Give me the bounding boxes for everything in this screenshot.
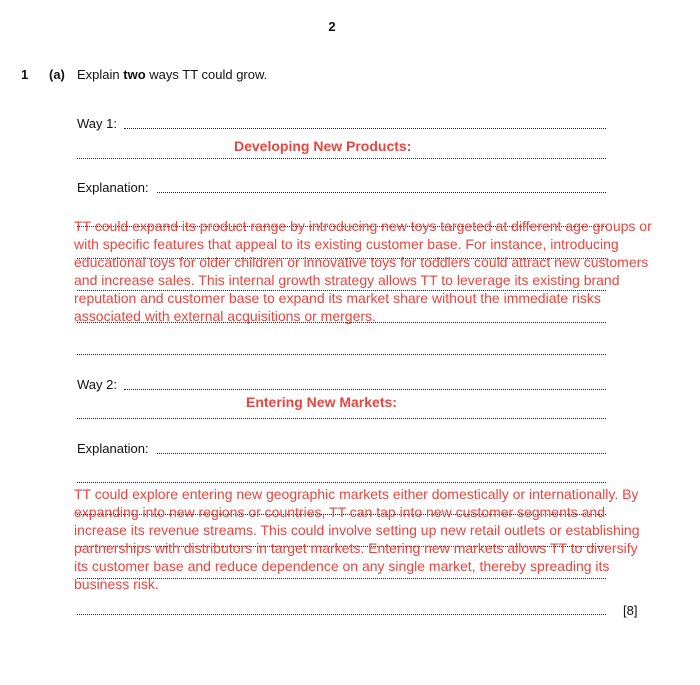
way2-answer-line-2[interactable] bbox=[77, 418, 606, 419]
way2-answer-line-text: increase its revenue streams. This could involve setting up new retail outlets or establishing bbox=[74, 522, 640, 538]
way2-ruled-line-1 bbox=[77, 482, 606, 483]
marks-label: [8] bbox=[623, 603, 638, 618]
way2-answer-line[interactable] bbox=[124, 389, 606, 390]
way1-answer-line-2[interactable] bbox=[77, 158, 606, 159]
way2-answer-line-text: its customer base and reduce dependence on any single market, thereby spreading its bbox=[74, 558, 610, 574]
way1-answer-line-text: with specific features that appeal to its existing customer base. For instance, introducing bbox=[74, 236, 619, 252]
question-part: (a) bbox=[49, 67, 65, 82]
way2-answer-line-text: partnerships with distributors in target markets. Entering new markets allows TT to diversify bbox=[74, 540, 638, 556]
final-answer-line[interactable] bbox=[77, 614, 606, 615]
way2-answer-line-text: expanding into new regions or countries, TT can tap into new customer segments and bbox=[74, 504, 606, 520]
way1-label: Way 1: bbox=[77, 116, 117, 131]
question-prompt bbox=[77, 67, 267, 82]
question-number: 1 bbox=[21, 67, 29, 82]
way2-explanation-label: Explanation: bbox=[77, 441, 149, 456]
way1-answer-line-text: TT could expand its product range by introducing new toys targeted at different age groups or bbox=[74, 218, 652, 234]
way1-answer-line-text: associated with external acquisitions or mergers. bbox=[74, 308, 376, 324]
way2-heading: Entering New Markets: bbox=[246, 394, 397, 410]
page-number: 2 bbox=[328, 19, 336, 34]
way1-heading: Developing New Products: bbox=[234, 138, 412, 154]
way1-answer-line-text: reputation and customer base to expand its market share without the immediate risks bbox=[74, 290, 601, 306]
way1-ruled-line-5 bbox=[77, 354, 606, 355]
way1-answer-line-text: and increase sales. This internal growth strategy allows TT to leverage its existing brand bbox=[74, 272, 620, 288]
way2-explanation-line[interactable] bbox=[157, 453, 606, 454]
way1-answer-line-text: educational toys for older children or innovative toys for toddlers could attract new customers bbox=[74, 254, 649, 270]
question-prompt-suffix: ways TT could grow. bbox=[145, 67, 268, 82]
way2-answer-text bbox=[74, 485, 639, 593]
way1-explanation-label: Explanation: bbox=[77, 180, 149, 195]
way1-answer-text bbox=[74, 217, 652, 325]
question-prompt-prefix: Explain bbox=[77, 67, 124, 82]
question-prompt-bold: two bbox=[123, 67, 146, 82]
way2-answer-line-text: TT could explore entering new geographic markets either domestically or internationally. By bbox=[74, 486, 639, 502]
way1-explanation-line[interactable] bbox=[157, 192, 606, 193]
way2-label: Way 2: bbox=[77, 377, 117, 392]
way2-answer-line-text: business risk. bbox=[74, 576, 159, 592]
way1-answer-line[interactable] bbox=[124, 128, 606, 129]
